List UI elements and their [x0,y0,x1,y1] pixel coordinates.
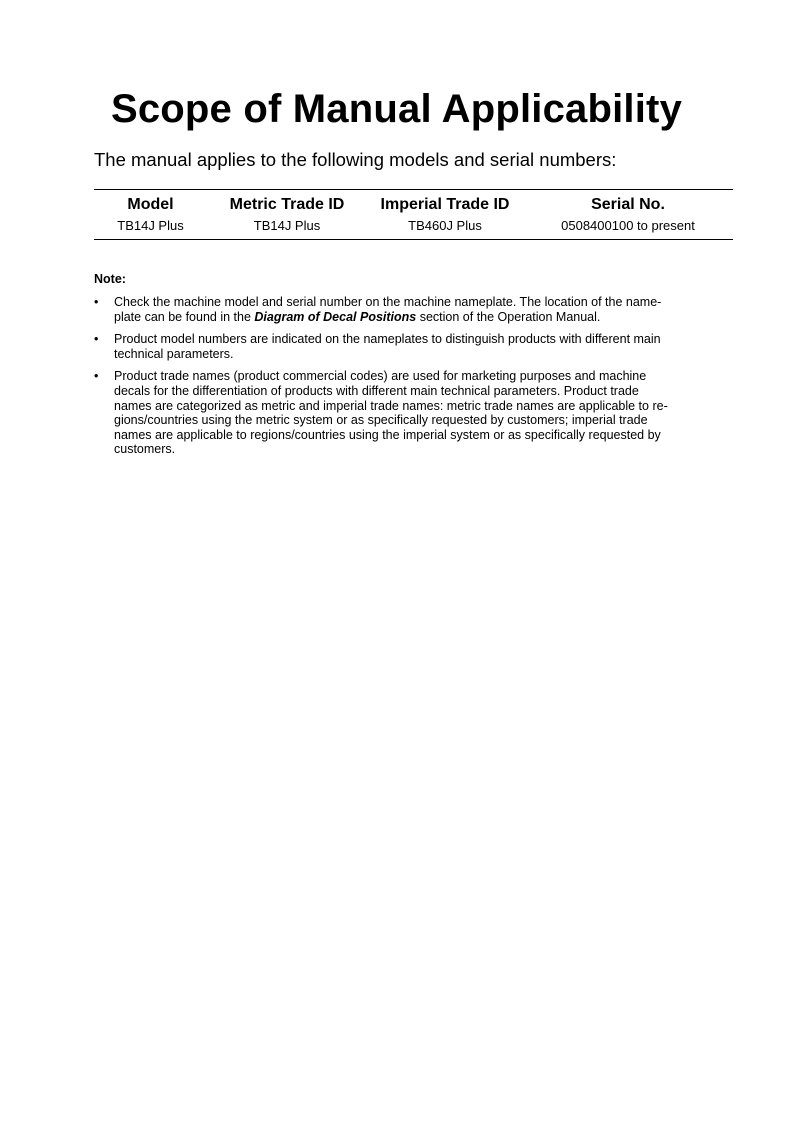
page-title: Scope of Manual Applicability [110,87,683,131]
table-header-row [94,190,733,218]
note-text-part: Check the machine model and serial number on the machine nameplate. The location of the name- plate can be found in the [114,295,662,324]
decal-positions-reference: Diagram of Decal Positions [254,309,417,324]
cell-imperial-trade-id: TB460J Plus [408,218,482,233]
note-text-part: section of the Operation Manual. [416,309,601,324]
note-list [94,295,704,465]
note-text-nameplate [114,295,704,324]
header-serial-no: Serial No. [591,196,665,213]
cell-metric-trade-id: TB14J Plus [253,218,321,233]
bullet-icon: • [94,369,99,384]
list-item [94,369,704,457]
list-item [94,332,704,361]
header-metric-trade-id: Metric Trade ID [229,196,345,213]
header-model: Model [127,196,174,213]
bullet-icon: • [94,295,99,309]
cell-model: TB14J Plus [117,218,184,233]
note-text-model-numbers: Product model numbers are indicated on the nameplates to distinguish products with different main technical parameters. [114,332,661,361]
cell-serial-no: 0508400100 to present [561,218,695,233]
table-row [94,217,733,240]
note-heading: Note: [94,272,126,286]
header-imperial-trade-id: Imperial Trade ID [380,196,510,213]
note-text-trade-names: Product trade names (product commercial codes) are used for marketing purposes and machine decals for the differentiation of products with different main technical parameters. Product trade names are categorized as metric and imperial trade names: metric trade names are applicable to re- gions/countries using the metric system or as specifically requested by customers; imperial trade names are applicable to regions/countries using the imperial system or as specifically requested by customers. [114,369,668,457]
bullet-icon: • [94,332,99,347]
list-item [94,295,704,324]
intro-text: The manual applies to the following models and serial numbers: [94,149,617,170]
models-table [94,189,733,240]
